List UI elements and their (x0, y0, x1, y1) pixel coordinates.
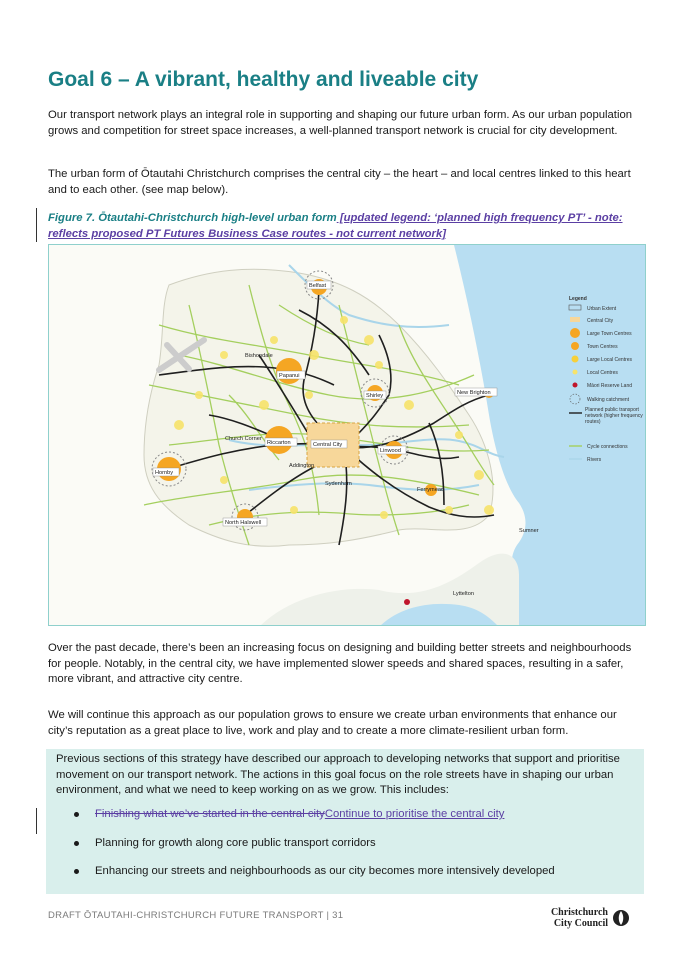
label-riccarton: Riccarton (267, 440, 291, 446)
growth-paragraph: We will continue this approach as our population grows to ensure we create urban environments that enhance our city’s reputation as a great place to live, work and play and to create a more climate-resilient urban form. (48, 709, 617, 737)
legend-urban-extent: Urban Extent (587, 306, 617, 312)
council-logo-icon (612, 908, 630, 928)
label-hornby: Hornby (155, 470, 174, 476)
label-ferrymead: Ferrymead (417, 487, 445, 493)
callout-intro: Previous sections of this strategy have described our approach to developing networks that support and prioritise movement on our transport network. The actions in this goal focus on the role streets have in shaping our urban environment, and what we need to keep working on as we grow. This includes: (56, 753, 620, 796)
label-belfast: Belfast (309, 283, 327, 289)
legend-maori-reserve: Māori Reserve Land (587, 383, 633, 389)
legend-title: Legend (569, 296, 587, 302)
revision-bar (36, 208, 37, 242)
legend-local-centres: Local Centres (587, 370, 618, 376)
label-papanui: Papanui (279, 373, 300, 379)
list-item (56, 836, 636, 852)
label-church-corner: Church Corner (225, 436, 262, 442)
legend-large-local-centres: Large Local Centres (587, 357, 633, 363)
list-item-text: Planning for growth along core public transport corridors (95, 836, 376, 849)
intro-paragraph: Our transport network plays an integral role in supporting and shaping our future urban form. As our urban population grows and competition for street space increases, a well-planned transport network is crucial for city development. (48, 109, 633, 137)
council-logo (540, 905, 630, 935)
callout-list (56, 807, 636, 893)
streets-paragraph: Over the past decade, there’s been an increasing focus on designing and building better streets and neighbourhoods for people. Notably, in the central city, we have implemented slower speeds and shared spaces, resulting in a safer, more vibrant, and attractive city centre. (48, 642, 632, 685)
page-title: Goal 6 – A vibrant, healthy and liveable city (48, 68, 479, 91)
label-sydenham: Sydenham (325, 481, 352, 487)
logo-line1: Christchurch (550, 907, 608, 918)
legend-cycle: Cycle connections (587, 444, 628, 450)
bullet-dot (74, 812, 79, 817)
bullet-dot (74, 869, 79, 874)
label-lyttelton: Lyttelton (453, 591, 474, 597)
legend-rivers: Rivers (587, 457, 602, 463)
logo-text (551, 907, 608, 929)
urban-form-paragraph: The urban form of Ōtautahi Christchurch comprises the central city – the heart – and local centres linked to this heart and to each other. (see map below). (48, 168, 631, 196)
label-new-brighton: New Brighton (457, 390, 491, 396)
label-linwood: Linwood (380, 448, 401, 454)
urban-form-map (48, 244, 646, 626)
figure-caption-revision: [updated legend: ‘planned high frequency PT’ - note: reflects proposed PT Futures Business Case routes - not current network] (48, 212, 623, 240)
figure-caption-title: Figure 7. Ōtautahi-Christchurch high-level urban form (48, 212, 337, 224)
list-item (56, 864, 636, 880)
label-addington: Addington (289, 463, 315, 469)
list-item (56, 807, 636, 823)
goal-callout (46, 749, 644, 894)
label-central-city: Central City (313, 442, 343, 448)
inserted-text: Continue to prioritise the central city (324, 808, 505, 820)
legend-walking-catchment: Walking catchment (587, 397, 630, 403)
page-footer: DRAFT ŌTAUTAHI-CHRISTCHURCH FUTURE TRANSPORT | 31 (48, 910, 344, 921)
legend-central-city: Central City (587, 318, 614, 324)
figure-caption (48, 210, 638, 242)
label-north-halswell: North Halswell (225, 520, 262, 526)
revision-bar (36, 808, 37, 834)
map-svg (49, 245, 646, 626)
legend-large-town-centres: Large Town Centres (587, 331, 632, 337)
legend-town-centres: Town Centres (587, 344, 618, 350)
logo-line2: City Council (553, 918, 608, 929)
legend-transit: Planned public transport network (higher frequency routes) (585, 407, 643, 425)
deleted-text: Finishing what we’ve started in the central city (95, 808, 325, 820)
bullet-dot (74, 841, 79, 846)
list-item-text: Enhancing our streets and neighbourhoods as our city becomes more intensively developed (95, 865, 555, 877)
label-sumner: Sumner (519, 528, 539, 534)
label-bishopdale: Bishopdale (245, 353, 273, 359)
label-shirley: Shirley (366, 393, 384, 399)
maori-reserve-marker (404, 599, 410, 605)
